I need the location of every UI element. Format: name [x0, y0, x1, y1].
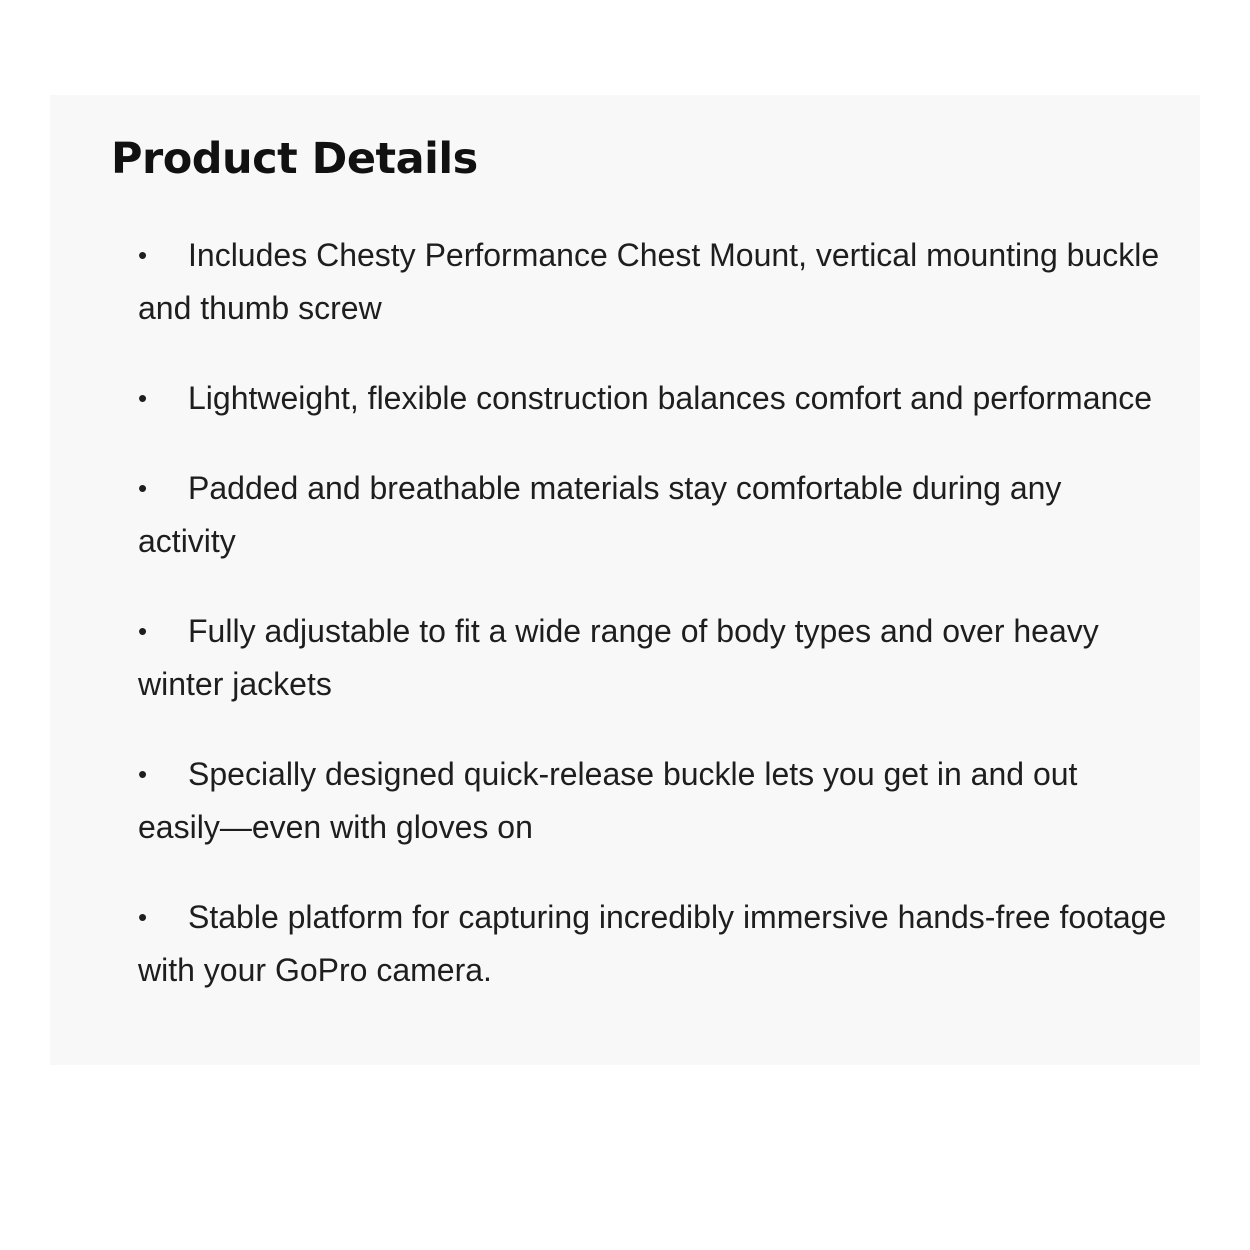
- bullet-icon: •: [138, 383, 148, 413]
- bullet-icon: •: [138, 616, 148, 646]
- bullet-icon: •: [138, 473, 148, 503]
- product-details-list: [138, 229, 1168, 1034]
- bullet-icon: •: [138, 240, 148, 270]
- list-item-text: Includes Chesty Performance Chest Mount, vertical mounting buckle and thumb screw: [138, 237, 1160, 326]
- product-details-panel: [50, 95, 1200, 1065]
- list-item-text: Specially designed quick-release buckle lets you get in and out easily—even with gloves on: [138, 756, 1078, 845]
- product-details-title: Product Details: [111, 134, 478, 184]
- list-item: [138, 372, 1168, 425]
- list-item-text: Fully adjustable to fit a wide range of body types and over heavy winter jackets: [138, 613, 1099, 702]
- list-item: [138, 605, 1168, 711]
- list-item-text: Lightweight, flexible construction balances comfort and performance: [188, 380, 1153, 416]
- list-item: [138, 748, 1168, 854]
- list-item: [138, 462, 1168, 568]
- bullet-icon: •: [138, 902, 148, 932]
- list-item: [138, 229, 1168, 335]
- bullet-icon: •: [138, 759, 148, 789]
- list-item: [138, 891, 1168, 997]
- list-item-text: Padded and breathable materials stay comfortable during any activity: [138, 470, 1062, 559]
- list-item-text: Stable platform for capturing incredibly immersive hands-free footage with your GoPro camera.: [138, 899, 1167, 988]
